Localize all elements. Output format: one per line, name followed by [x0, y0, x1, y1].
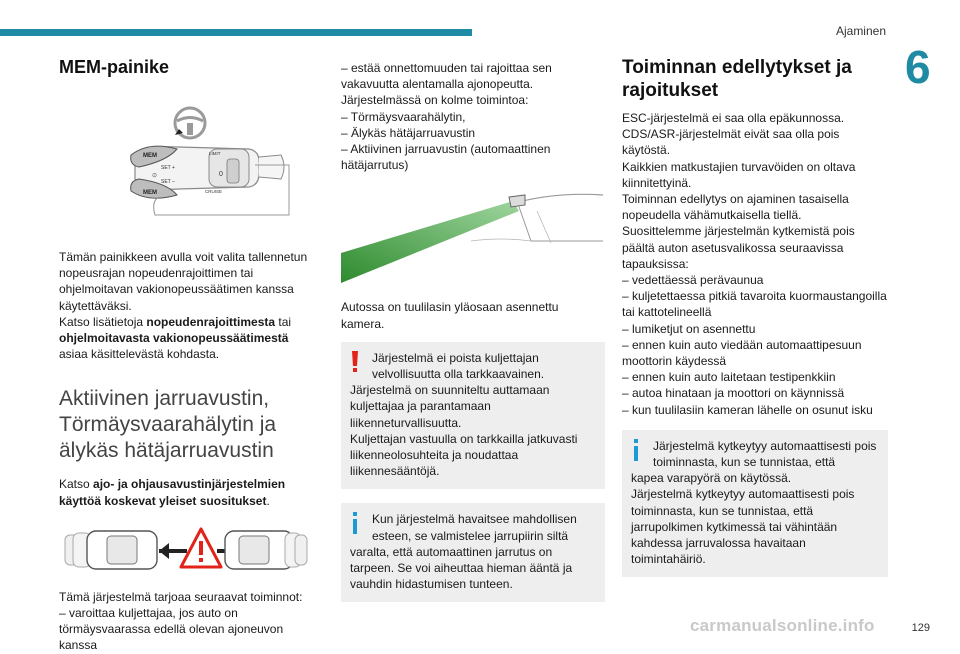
- info-first: Kun järjestelmä havaitsee mahdollisen esteen, se valmistelee jarrupiirin siltä: [372, 512, 577, 543]
- conditions-heading: Toiminnan edellytykset ja rajoitukset: [622, 57, 852, 101]
- info-icon: [632, 439, 640, 461]
- warning-exclamation-icon: [351, 351, 359, 373]
- column-left: [59, 56, 311, 654]
- see-recommendations: Katso ajo- ja ohjausavustinjärjestelmien käyttöä koskevat yleiset suositukset.: [59, 477, 286, 508]
- label-limit: LIMIT: [209, 151, 221, 156]
- column-right: [622, 56, 888, 577]
- label-cruise: CRUISE: [205, 189, 223, 194]
- camera-caption: Autossa on tuulilasin yläosaan asennettu kamera.: [341, 300, 559, 331]
- info-first-right: Järjestelmä kytkeytyy automaattisesti pois toiminnasta, kun se tunnistaa, että: [653, 438, 877, 470]
- page-number: 129: [911, 622, 930, 634]
- header-accent-bar: [0, 29, 472, 36]
- label-set-minus: SET –: [161, 179, 175, 185]
- mem-reference: Katso lisätietoja nopeudenrajoittimesta tai ohjelmoitavasta vakionopeussäätimestä asiaa käsittelevästä kohdasta.: [59, 314, 292, 362]
- mem-stalk-illustration: [59, 97, 311, 227]
- info-note-brake: [341, 503, 605, 602]
- watermark: carmanualsonline.info: [690, 616, 875, 635]
- column-middle: [341, 60, 605, 602]
- functions-continued: – estää onnettomuuden tai rajoittaa sen vakavuutta alentamalla ajonopeutta. Järjestelmässä on kolme toimintoa: – Törmäysvaarahälytin, – Älykäs hätäjarruavustin – Aktiivinen jarruavustin (automaattinen hätäjarrutus): [341, 61, 552, 173]
- steering-stalk-svg: [59, 97, 311, 227]
- info-rest-right: kapea varapyörä on käytössä. Järjestelmä kytkeytyy automaattisesti pois toiminnasta, kun se tunnistaa, että jarrupolkimen kytkimessä tai vähintään kahdessa jarruvalossa havaitaan toimintahäiriö.: [631, 471, 855, 567]
- info-rest: varalta, että automaattinen jarrutus on tarpeen. Se voi aiheuttaa hieman ääntä ja vauhdin hidastumisen tunteen.: [350, 544, 573, 592]
- label-mem-top: MEM: [143, 153, 157, 159]
- conditions-body: ESC-järjestelmä ei saa olla epäkunnossa. CDS/ASR-järjestelmät eivät saa olla pois käytöstä. Kaikkien matkustajien turvavöiden on oltava kiinnitettyinä. Toiminnan edellytys on ajaminen tasaisella nopeudella vähämutkaisella tiellä. Suosittelemme järjestelmän kytkemistä pois päältä auton asetusvalikossa seuraavissa tapauksissa: – vedettäessä perävaunua – kuljetettaessa pitkiä tavaroita kuormaustangoilla tai kattotelineellä – lumiketjut on asennettu – ennen kuin auto viedään automaattipesuun moottorin käydessä – ennen kuin auto laitetaan testipenkkiin – autoa hinataan ja moottori on käynnissä – kun tuulilasiin kameran lähelle on osunut isku: [622, 111, 887, 417]
- info-icon: [351, 512, 359, 534]
- warning-rest: Järjestelmä on suunniteltu auttamaan kuljettajaa ja parantamaan liikenneturvallisuutta. Kuljettajan vastuulla on tarkkailla jatkuvasti liikenneolosuhteita ja noudattaa liikennesääntöjä.: [350, 383, 578, 479]
- chapter-number: 6: [905, 41, 931, 93]
- warning-note: [341, 342, 605, 490]
- label-set-plus: SET +: [161, 165, 175, 171]
- chapter-title: Ajaminen: [835, 24, 886, 38]
- mem-heading: MEM-painike: [59, 57, 170, 77]
- windscreen-camera-illustration: [341, 181, 605, 291]
- collision-illustration: [59, 521, 311, 579]
- steering-wheel-icon: [175, 108, 205, 138]
- warning-first: Järjestelmä ei poista kuljettajan velvollisuutta olla tarkkaavainen.: [372, 350, 545, 382]
- label-mem-bottom: MEM: [143, 190, 157, 196]
- section-heading-brake-assist: Aktiivinen jarruavustin, Törmäysvaarahälytin ja älykäs hätäjarruavustin: [59, 387, 277, 463]
- svg-text:⊙: ⊙: [152, 173, 158, 179]
- mem-paragraph: Tämän painikkeen avulla voit valita tallennetun nopeusrajan nopeudenrajoittimen tai ohjelmoitavan vakionopeussäätimen kanssa käytettäväksi.: [59, 250, 308, 313]
- functions-paragraph: Tämä järjestelmä tarjoaa seuraavat toiminnot: – varoittaa kuljettajaa, jos auto on törmäysvaarassa edellä olevan ajoneuvon kanssa: [59, 589, 303, 653]
- label-zero: 0: [219, 171, 223, 178]
- warning-triangle-icon: [181, 529, 221, 567]
- info-note-deactivation: [622, 430, 888, 578]
